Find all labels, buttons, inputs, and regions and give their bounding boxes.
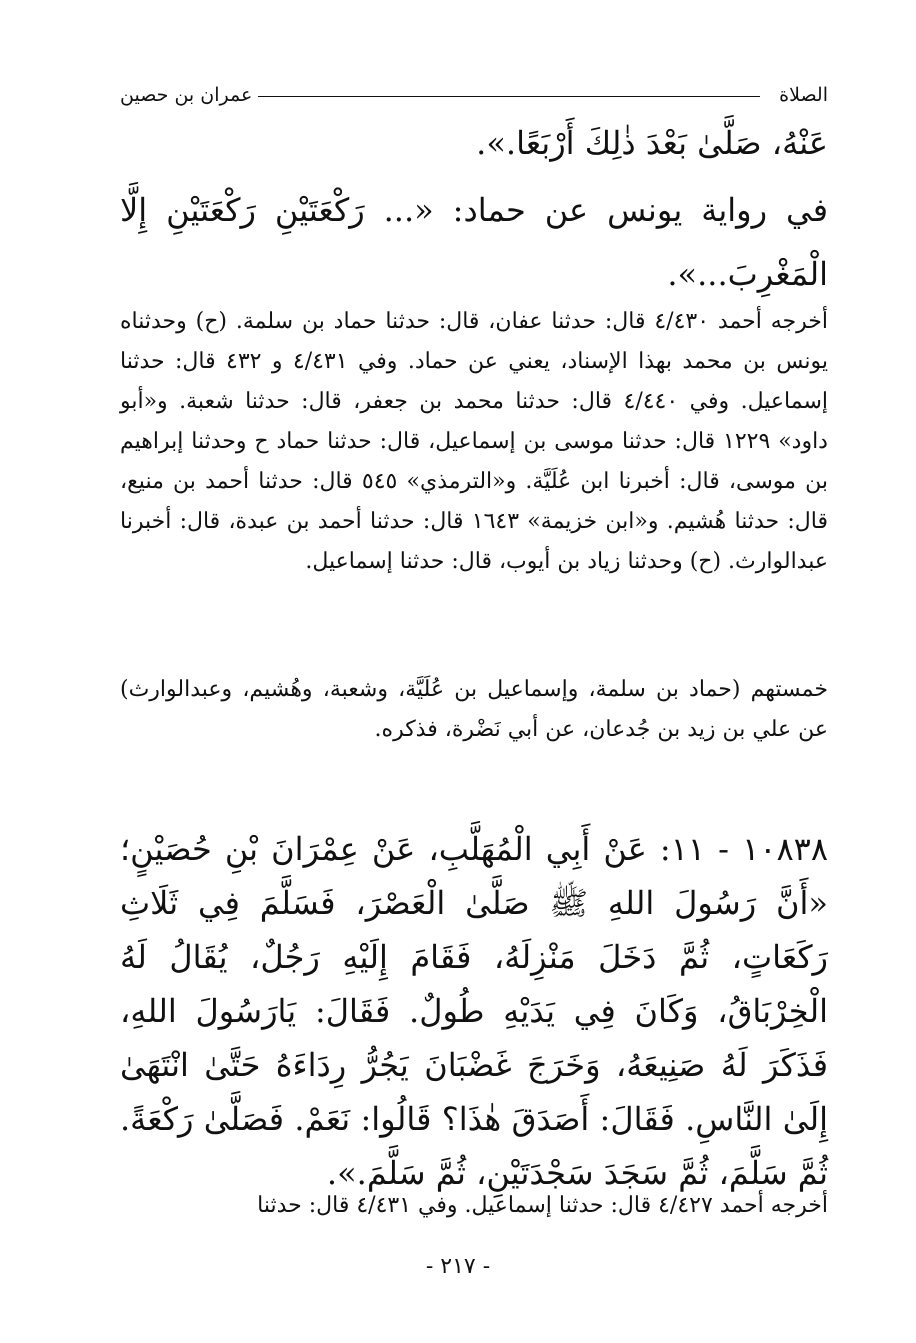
- takhrij-section: [120, 302, 828, 582]
- takhrij-summary-paragraph: خمستهم (حماد بن سلمة، وإسماعيل بن عُلَيَّة، وشعبة، وهُشيم، وعبدالوارث) عن علي بن زيد بن جُدعان، عن أبي نَضْرة، فذكره.: [120, 677, 828, 742]
- takhrij-paragraph: أخرجه أحمد ٤/٤٣٠ قال: حدثنا عفان، قال: حدثنا حماد بن سلمة. (ح) وحدثناه يونس بن محمد بهذا الإسناد، يعني عن حماد. وفي ٤/٤٣١ و ٤٣٢ قال: حدثنا إسماعيل. وفي ٤/٤٤٠ قال: حدثنا محمد بن جعفر، قال: حدثنا شعبة. و«أبو داود» ١٢٢٩ قال: حدثنا موسى بن إسماعيل، قال: حدثنا حماد ح وحدثنا إبراهيم بن موسى، قال: أخبرنا ابن عُلَيَّة. و«الترمذي» ٥٤٥ قال: حدثنا أحمد بن منيع، قال: حدثنا هُشيم. و«ابن خزيمة» ١٦٤٣ قال: حدثنا أحمد بن عبدة، قال: أخبرنا عبدالوارث. (ح) وحدثنا زياد بن أيوب، قال: حدثنا إسماعيل.: [120, 309, 828, 574]
- hadith-quote-end: [120, 118, 828, 168]
- narration-variant: [120, 178, 828, 306]
- running-header: [120, 82, 828, 112]
- variant-text: في رواية يونس عن حماد: «... رَكْعَتَيْنِ رَكْعَتَيْنِ إِلَّا الْمَغْرِبَ...».: [120, 191, 828, 293]
- hadith-text: ١٠٨٣٨ - ١١: عَنْ أَبِي الْمُهَلَّبِ، عَنْ عِمْرَانَ بْنِ حُصَيْنٍ؛ «أَنَّ رَسُولَ اللهِ ﷺ صَلَّىٰ الْعَصْرَ، فَسَلَّمَ فِي ثَلَاثِ رَكَعَاتٍ، ثُمَّ دَخَلَ مَنْزِلَهُ، فَقَامَ إِلَيْهِ رَجُلٌ، يُقَالُ لَهُ الْخِرْبَاقُ، وَكَانَ فِي يَدَيْهِ طُولٌ. فَقَالَ: يَارَسُولَ اللهِ، فَذَكَرَ لَهُ صَنِيعَهُ، وَخَرَجَ غَضْبَانَ يَجُرُّ رِدَاءَهُ حَتَّىٰ انْتَهَىٰ إِلَىٰ النَّاسِ. فَقَالَ: أَصَدَقَ هٰذَا؟ قَالُوا: نَعَمْ. فَصَلَّىٰ رَكْعَةً. ثُمَّ سَلَّمَ، ثُمَّ سَجَدَ سَجْدَتَيْنِ، ثُمَّ سَلَّمَ.».: [120, 830, 829, 1192]
- page-number: - ٢١٧ -: [425, 1254, 491, 1279]
- header-rule: [258, 96, 760, 97]
- takhrij-next: [120, 1186, 828, 1226]
- quote-text: عَنْهُ، صَلَّىٰ بَعْدَ ذٰلِكَ أَرْبَعًا.».: [476, 124, 828, 162]
- subject-title: عمران بن حصين: [120, 84, 253, 106]
- chapter-title: الصلاة: [779, 84, 828, 106]
- takhrij-next-paragraph: أخرجه أحمد ٤/٤٢٧ قال: حدثنا إسماعيل. وفي ٤/٤٣١ قال: حدثنا: [257, 1193, 828, 1218]
- hadith-entry: [120, 822, 828, 1200]
- takhrij-summary: [120, 670, 828, 750]
